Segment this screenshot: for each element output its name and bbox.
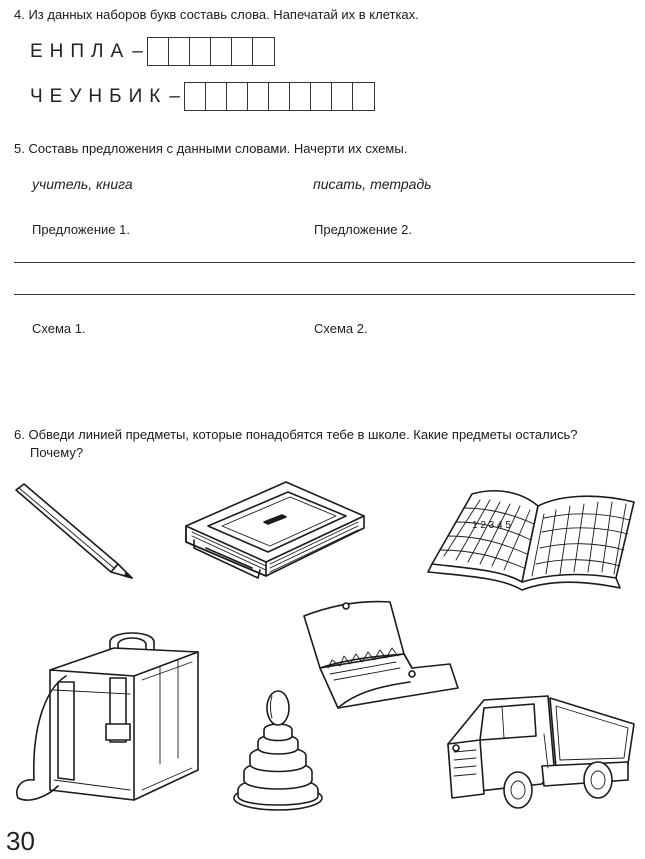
task-5-instruction: 5. Составь предложения с данными словами. Начерти их схемы.	[14, 141, 408, 156]
task-6-instruction: 6. Обведи линией предметы, которые понадобятся тебе в школе. Какие предметы остались?	[14, 427, 578, 442]
page-number: 30	[6, 826, 35, 856]
dash: –	[132, 40, 143, 62]
task-4-instruction: 4. Из данных наборов букв составь слова. Напечатай их в клетках.	[14, 7, 419, 22]
words-right: писать, тетрадь	[313, 176, 432, 192]
scrambled-letters: ЕНПЛА	[30, 40, 131, 62]
notebook-digits: 1 2 3 4 5	[472, 520, 511, 531]
sentence-2-label: Предложение 2.	[314, 222, 412, 237]
words-left: учитель, книга	[32, 176, 133, 192]
scheme-2-label: Схема 2.	[314, 321, 368, 336]
sentence-1-label: Предложение 1.	[32, 222, 130, 237]
dash: –	[169, 85, 180, 107]
scrambled-letters: ЧЕУНБИК	[30, 85, 168, 107]
task-6-instruction-cont: Почему?	[30, 445, 84, 460]
scheme-1-label: Схема 1.	[32, 321, 86, 336]
